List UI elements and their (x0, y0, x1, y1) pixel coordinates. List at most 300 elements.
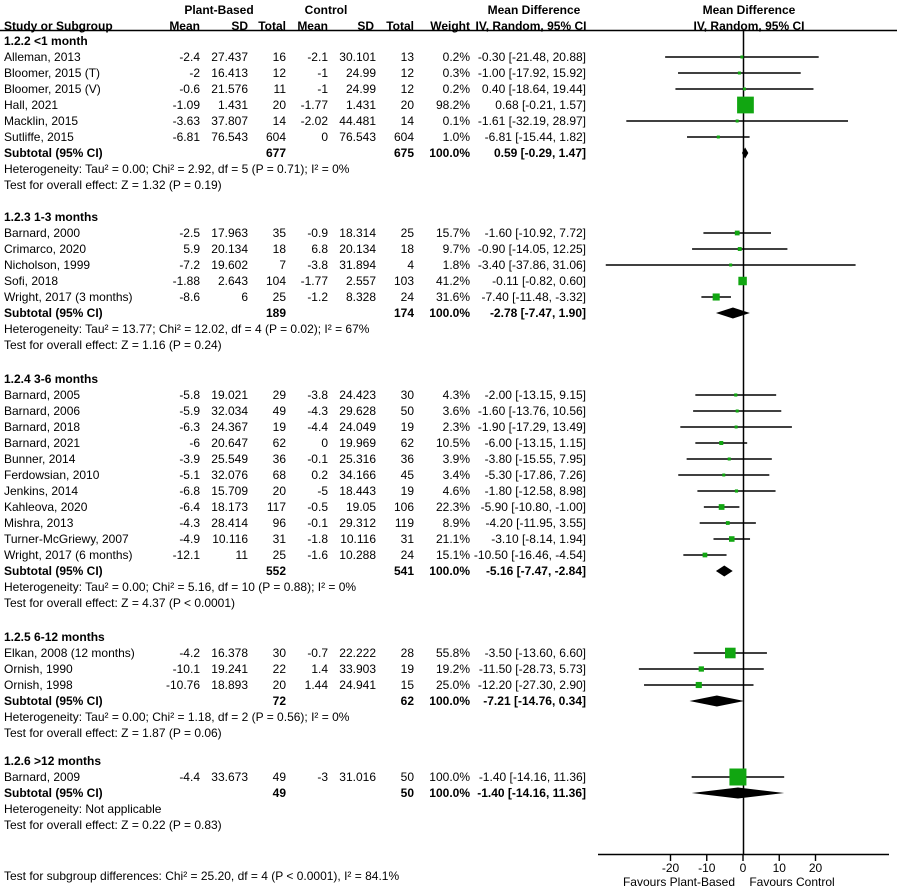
study-ci: -1.60 [-10.92, 7.72] (484, 226, 586, 240)
study-name: Barnard, 2009 (4, 770, 81, 784)
study-sd2: 8.328 (345, 290, 376, 304)
study-mean2: 0 (321, 130, 328, 144)
study-mean2: 0.2 (311, 468, 328, 482)
study-total2: 24 (400, 548, 414, 562)
study-mean2: -1 (317, 66, 328, 80)
study-mean1: -2 (189, 66, 200, 80)
subtotal-total1: 189 (265, 306, 286, 320)
heterogeneity-text: Heterogeneity: Tau² = 0.00; Chi² = 2.92, df = 5 (P = 0.71); I² = 0% (4, 162, 350, 176)
study-name: Sofi, 2018 (4, 274, 59, 288)
study-total2: 19 (400, 420, 414, 434)
subtotal-weight: 100.0% (429, 306, 470, 320)
study-mean1: -6.4 (179, 500, 200, 514)
heterogeneity-text: Heterogeneity: Tau² = 0.00; Chi² = 1.18, df = 2 (P = 0.56); I² = 0% (4, 710, 350, 724)
study-sd2: 18.314 (339, 226, 376, 240)
heterogeneity-row (0, 579, 897, 595)
iv-random-ci-plot-header: IV, Random, 95% CI (693, 19, 805, 33)
plant-total-header: Total (258, 19, 286, 33)
study-row (0, 661, 897, 677)
study-mean1: 5.9 (183, 242, 200, 256)
study-mean2: -1.8 (307, 532, 328, 546)
study-ci: -5.90 [-10.80, -1.00] (480, 500, 586, 514)
study-weight: 3.6% (442, 404, 470, 418)
study-weight: 15.1% (435, 548, 470, 562)
study-total1: 18 (272, 242, 286, 256)
iv-random-ci-text-header: IV, Random, 95% CI (475, 19, 587, 33)
study-total1: 20 (272, 678, 286, 692)
study-name: Crimarco, 2020 (4, 242, 87, 256)
subtotal-weight: 100.0% (429, 564, 470, 578)
heterogeneity-text: Heterogeneity: Not applicable (4, 802, 162, 816)
study-mean1: -5.9 (179, 404, 200, 418)
study-weight: 100.0% (429, 770, 470, 784)
subtotal-row (0, 785, 897, 801)
study-weight: 0.2% (442, 82, 470, 96)
study-ci: -5.30 [-17.86, 7.26] (484, 468, 586, 482)
group-label: 1.2.2 <1 month (4, 34, 88, 48)
study-name: Kahleova, 2020 (4, 500, 88, 514)
study-row (0, 499, 897, 515)
study-ci: -3.10 [-8.14, 1.94] (491, 532, 586, 546)
study-sd1: 1.431 (217, 98, 248, 112)
study-sd1: 28.414 (211, 516, 248, 530)
study-sd1: 18.893 (211, 678, 248, 692)
study-sd1: 2.643 (217, 274, 248, 288)
study-name: Nicholson, 1999 (4, 258, 91, 272)
study-mean2: -3.8 (307, 258, 328, 272)
study-ci: -0.11 [-0.82, 0.60] (492, 274, 586, 288)
study-total1: 29 (272, 388, 286, 402)
study-mean1: -3.63 (172, 114, 200, 128)
study-mean2: -2.1 (307, 50, 328, 64)
study-weight: 21.1% (435, 532, 470, 546)
subtotal-weight: 100.0% (429, 694, 470, 708)
x-axis-tick-label: 10 (772, 861, 786, 875)
study-name: Ornish, 1990 (4, 662, 73, 676)
subtotal-label: Subtotal (95% CI) (4, 146, 103, 160)
study-mean1: -1.88 (172, 274, 200, 288)
study-total1: 68 (272, 468, 286, 482)
study-total2: 18 (400, 242, 414, 256)
study-weight: 10.5% (435, 436, 470, 450)
study-weight: 9.7% (442, 242, 470, 256)
study-total2: 30 (400, 388, 414, 402)
study-sd2: 24.99 (345, 66, 376, 80)
study-weight: 22.3% (435, 500, 470, 514)
study-mean2: -1.2 (307, 290, 328, 304)
control-mean-header: Mean (297, 19, 328, 33)
study-mean1: -6.8 (179, 484, 200, 498)
overall-effect-row (0, 177, 897, 193)
study-total2: 604 (393, 130, 414, 144)
study-sd2: 29.312 (339, 516, 376, 530)
study-mean2: -0.1 (307, 516, 328, 530)
study-weight: 31.6% (435, 290, 470, 304)
study-sd2: 10.288 (339, 548, 376, 562)
group-header-row (0, 371, 897, 387)
study-total2: 28 (400, 646, 414, 660)
study-total2: 50 (400, 770, 414, 784)
study-sd2: 31.894 (339, 258, 376, 272)
study-sd1: 33.673 (211, 770, 248, 784)
study-mean1: -5.8 (179, 388, 200, 402)
study-total2: 62 (400, 436, 414, 450)
study-mean2: -4.4 (307, 420, 328, 434)
study-row (0, 467, 897, 483)
study-sd1: 19.021 (211, 388, 248, 402)
study-total1: 49 (272, 404, 286, 418)
study-weight: 25.0% (435, 678, 470, 692)
study-total2: 19 (400, 662, 414, 676)
study-total1: 117 (266, 500, 286, 514)
study-mean2: -0.5 (307, 500, 328, 514)
study-weight: 4.3% (442, 388, 470, 402)
favours-left-label: Favours Plant-Based (622, 875, 736, 889)
study-ci: -11.50 [-28.73, 5.73] (478, 662, 586, 676)
x-axis-tick-label: 0 (739, 861, 747, 875)
subtotal-ci: -2.78 [-7.47, 1.90] (489, 306, 586, 320)
study-mean1: -6.3 (179, 420, 200, 434)
study-total1: 11 (273, 82, 286, 96)
mean-difference-plot-header: Mean Difference (702, 3, 796, 17)
group-label: 1.2.4 3-6 months (4, 372, 99, 386)
study-name: Ornish, 1998 (4, 678, 73, 692)
study-name: Turner-McGriewy, 2007 (4, 532, 129, 546)
study-ci: -10.50 [-16.46, -4.54] (473, 548, 586, 562)
study-name: Barnard, 2006 (4, 404, 81, 418)
plant-sd-header: SD (231, 19, 248, 33)
study-ci: -1.90 [-17.29, 13.49] (477, 420, 586, 434)
study-sd2: 2.557 (345, 274, 376, 288)
study-sd1: 20.134 (211, 242, 248, 256)
study-total2: 31 (400, 532, 414, 546)
study-total1: 14 (272, 114, 286, 128)
study-row (0, 257, 897, 273)
study-total2: 106 (393, 500, 414, 514)
subtotal-total2: 62 (400, 694, 414, 708)
study-sd1: 20.647 (211, 436, 248, 450)
study-sd1: 16.413 (211, 66, 248, 80)
study-total2: 19 (400, 484, 414, 498)
study-ci: -7.40 [-11.48, -3.32] (481, 290, 586, 304)
study-weight: 0.1% (442, 114, 470, 128)
study-total1: 35 (272, 226, 286, 240)
study-total1: 22 (272, 662, 286, 676)
study-mean2: -3 (317, 770, 328, 784)
study-name: Barnard, 2005 (4, 388, 81, 402)
study-sd2: 30.101 (339, 50, 376, 64)
study-row (0, 677, 897, 693)
study-mean2: -1.77 (300, 98, 328, 112)
study-sd1: 17.963 (211, 226, 248, 240)
study-mean2: -5 (317, 484, 328, 498)
study-mean1: -1.09 (172, 98, 200, 112)
study-total2: 45 (400, 468, 414, 482)
control-sd-header: SD (357, 19, 374, 33)
study-sd1: 25.549 (211, 452, 248, 466)
study-row (0, 515, 897, 531)
study-name: Alleman, 2013 (4, 50, 81, 64)
x-axis-tick-label: -10 (698, 861, 716, 875)
study-mean1: -0.6 (179, 82, 200, 96)
study-weight: 15.7% (435, 226, 470, 240)
subtotal-total1: 677 (265, 146, 286, 160)
study-total1: 604 (265, 130, 286, 144)
study-mean1: -10.76 (165, 678, 200, 692)
study-sd2: 19.05 (345, 500, 376, 514)
study-mean1: -5.1 (179, 468, 200, 482)
x-axis-tick-label: 20 (808, 861, 823, 875)
study-sd2: 19.969 (339, 436, 376, 450)
study-sd2: 25.316 (339, 452, 376, 466)
study-weight: 2.3% (442, 420, 470, 434)
study-name: Macklin, 2015 (4, 114, 79, 128)
study-sd2: 44.481 (339, 114, 376, 128)
table-header-columns (0, 18, 897, 34)
study-mean1: -4.9 (179, 532, 200, 546)
study-ci: -6.81 [-15.44, 1.82] (484, 130, 586, 144)
study-sd2: 24.99 (345, 82, 376, 96)
study-total1: 20 (272, 98, 286, 112)
group-label: 1.2.6 >12 months (4, 754, 102, 768)
study-total1: 36 (272, 452, 286, 466)
study-ci: -3.40 [-37.86, 31.06] (477, 258, 586, 272)
study-total1: 96 (272, 516, 286, 530)
study-sd1: 21.576 (211, 82, 248, 96)
subtotal-label: Subtotal (95% CI) (4, 564, 103, 578)
study-total2: 103 (393, 274, 414, 288)
study-weight: 1.0% (442, 130, 470, 144)
overall-effect-row (0, 595, 897, 611)
subtotal-total1: 49 (272, 786, 286, 800)
study-total1: 16 (272, 50, 286, 64)
study-sd2: 24.423 (339, 388, 376, 402)
subtotal-row (0, 145, 897, 161)
study-sd1: 19.241 (211, 662, 248, 676)
study-mean2: 6.8 (311, 242, 328, 256)
study-name: Bunner, 2014 (4, 452, 76, 466)
control-total-header: Total (386, 19, 414, 33)
study-row (0, 81, 897, 97)
study-mean2: -3.8 (307, 388, 328, 402)
study-name: Hall, 2021 (4, 98, 59, 112)
study-ci: -4.20 [-11.95, 3.55] (485, 516, 586, 530)
subtotal-total2: 541 (393, 564, 414, 578)
study-mean2: -2.02 (300, 114, 328, 128)
study-ci: -1.80 [-12.58, 8.98] (484, 484, 586, 498)
study-or-subgroup-header: Study or Subgroup (4, 19, 113, 33)
study-total1: 30 (272, 646, 286, 660)
subtotal-weight: 100.0% (429, 146, 470, 160)
overall-effect-row (0, 817, 897, 833)
study-mean1: -2.5 (179, 226, 200, 240)
study-weight: 55.8% (435, 646, 470, 660)
study-sd1: 18.173 (211, 500, 248, 514)
study-total1: 62 (272, 436, 286, 450)
subtotal-ci: 0.59 [-0.29, 1.47] (493, 146, 586, 160)
study-ci: 0.68 [-0.21, 1.57] (495, 98, 586, 112)
study-mean1: -10.1 (172, 662, 200, 676)
study-sd1: 10.116 (212, 532, 248, 546)
study-total1: 49 (272, 770, 286, 784)
study-total1: 12 (272, 66, 286, 80)
study-total2: 20 (400, 98, 414, 112)
study-mean2: -1.6 (307, 548, 328, 562)
study-total2: 14 (400, 114, 414, 128)
study-row (0, 97, 897, 113)
group-header-row (0, 209, 897, 225)
study-sd2: 31.016 (339, 770, 376, 784)
study-mean2: -0.1 (307, 452, 328, 466)
study-name: Bloomer, 2015 (V) (4, 82, 101, 96)
subtotal-label: Subtotal (95% CI) (4, 786, 103, 800)
mean-difference-text-header: Mean Difference (487, 3, 581, 17)
weight-header: Weight (430, 19, 470, 33)
study-row (0, 241, 897, 257)
group-label: 1.2.5 6-12 months (4, 630, 105, 644)
study-total2: 12 (400, 66, 414, 80)
control-column-group: Control (304, 3, 348, 17)
study-row (0, 289, 897, 305)
study-name: Wright, 2017 (6 months) (4, 548, 133, 562)
heterogeneity-text: Heterogeneity: Tau² = 0.00; Chi² = 5.16, df = 10 (P = 0.88); I² = 0% (4, 580, 357, 594)
subtotal-ci: -5.16 [-7.47, -2.84] (485, 564, 586, 578)
study-sd1: 76.543 (211, 130, 248, 144)
study-sd1: 15.709 (211, 484, 248, 498)
study-mean1: -4.3 (179, 516, 200, 530)
study-total2: 13 (400, 50, 414, 64)
study-ci: -2.00 [-13.15, 9.15] (484, 388, 586, 402)
x-axis-tick-label: -20 (661, 861, 680, 875)
study-row (0, 451, 897, 467)
study-mean2: -4.3 (307, 404, 328, 418)
study-ci: -3.80 [-15.55, 7.95] (484, 452, 586, 466)
study-name: Barnard, 2021 (4, 436, 81, 450)
study-name: Jenkins, 2014 (4, 484, 79, 498)
heterogeneity-text: Heterogeneity: Tau² = 13.77; Chi² = 12.02, df = 4 (P = 0.02); I² = 67% (4, 322, 370, 336)
study-ci: -1.60 [-13.76, 10.56] (477, 404, 586, 418)
study-sd2: 18.443 (339, 484, 376, 498)
overall-effect-text: Test for overall effect: Z = 0.22 (P = 0.83) (4, 818, 222, 832)
subtotal-weight: 100.0% (429, 786, 470, 800)
overall-effect-text: Test for overall effect: Z = 1.32 (P = 0.19) (4, 178, 222, 192)
study-mean2: 1.44 (304, 678, 328, 692)
study-row (0, 483, 897, 499)
study-mean1: -4.4 (179, 770, 200, 784)
study-sd2: 29.628 (339, 404, 376, 418)
study-row (0, 547, 897, 563)
group-header-row (0, 33, 897, 49)
study-total2: 50 (400, 404, 414, 418)
study-name: Wright, 2017 (3 months) (4, 290, 133, 304)
study-weight: 98.2% (435, 98, 470, 112)
study-weight: 41.2% (435, 274, 470, 288)
study-row (0, 645, 897, 661)
favours-right-label: Favours Control (749, 875, 835, 889)
plant-mean-header: Mean (169, 19, 200, 33)
study-sd2: 24.941 (339, 678, 376, 692)
study-ci: -6.00 [-13.15, 1.15] (484, 436, 586, 450)
study-row (0, 129, 897, 145)
study-mean1: -6 (189, 436, 200, 450)
study-mean1: -6.81 (172, 130, 200, 144)
study-row (0, 225, 897, 241)
subtotal-ci: -1.40 [-14.16, 11.36] (477, 786, 586, 800)
group-header-row (0, 753, 897, 769)
study-sd1: 32.076 (211, 468, 248, 482)
overall-effect-text: Test for overall effect: Z = 1.87 (P = 0.06) (4, 726, 222, 740)
study-total2: 119 (394, 516, 414, 530)
study-mean1: -3.9 (179, 452, 200, 466)
study-sd2: 1.431 (345, 98, 376, 112)
heterogeneity-row (0, 161, 897, 177)
table-header-groups (0, 2, 897, 18)
study-weight: 1.8% (442, 258, 470, 272)
study-ci: -0.90 [-14.05, 12.25] (477, 242, 586, 256)
study-sd1: 19.602 (211, 258, 248, 272)
study-mean2: 1.4 (311, 662, 328, 676)
study-weight: 3.4% (442, 468, 470, 482)
study-name: Barnard, 2000 (4, 226, 81, 240)
study-mean1: -8.6 (179, 290, 200, 304)
study-total1: 20 (272, 484, 286, 498)
study-total1: 19 (272, 420, 286, 434)
study-weight: 8.9% (442, 516, 470, 530)
study-sd2: 20.134 (339, 242, 376, 256)
study-row (0, 387, 897, 403)
study-total2: 24 (400, 290, 414, 304)
subtotal-row (0, 563, 897, 579)
study-row (0, 113, 897, 129)
study-mean2: -0.7 (307, 646, 328, 660)
study-mean2: 0 (321, 436, 328, 450)
study-row (0, 49, 897, 65)
subtotal-total2: 675 (393, 146, 414, 160)
heterogeneity-row (0, 321, 897, 337)
study-name: Ferdowsian, 2010 (4, 468, 100, 482)
group-header-row (0, 629, 897, 645)
study-weight: 19.2% (435, 662, 470, 676)
study-mean1: -2.4 (179, 50, 200, 64)
subtotal-total1: 72 (272, 694, 286, 708)
study-ci: -3.50 [-13.60, 6.60] (484, 646, 586, 660)
group-label: 1.2.3 1-3 months (4, 210, 99, 224)
footer-row (0, 868, 897, 884)
study-sd2: 10.116 (340, 532, 376, 546)
study-row (0, 403, 897, 419)
study-sd2: 34.166 (339, 468, 376, 482)
study-total2: 15 (400, 678, 414, 692)
study-name: Barnard, 2018 (4, 420, 81, 434)
study-sd2: 24.049 (339, 420, 376, 434)
study-total1: 25 (272, 290, 286, 304)
study-mean2: -1.77 (300, 274, 328, 288)
study-name: Sutliffe, 2015 (4, 130, 74, 144)
overall-effect-row (0, 337, 897, 353)
overall-effect-text: Test for overall effect: Z = 1.16 (P = 0.24) (4, 338, 222, 352)
study-sd1: 27.437 (211, 50, 248, 64)
study-weight: 3.9% (442, 452, 470, 466)
study-sd1: 11 (235, 548, 248, 562)
study-name: Elkan, 2008 (12 months) (4, 646, 135, 660)
study-weight: 4.6% (442, 484, 470, 498)
subgroup-differences-note: Test for subgroup differences: Chi² = 25.20, df = 4 (P < 0.0001), I² = 84.1% (4, 869, 400, 883)
heterogeneity-row (0, 709, 897, 725)
study-row (0, 419, 897, 435)
overall-effect-text: Test for overall effect: Z = 4.37 (P < 0.0001) (4, 596, 236, 610)
study-ci: -0.30 [-21.48, 20.88] (477, 50, 586, 64)
study-ci: -1.61 [-32.19, 28.97] (477, 114, 586, 128)
